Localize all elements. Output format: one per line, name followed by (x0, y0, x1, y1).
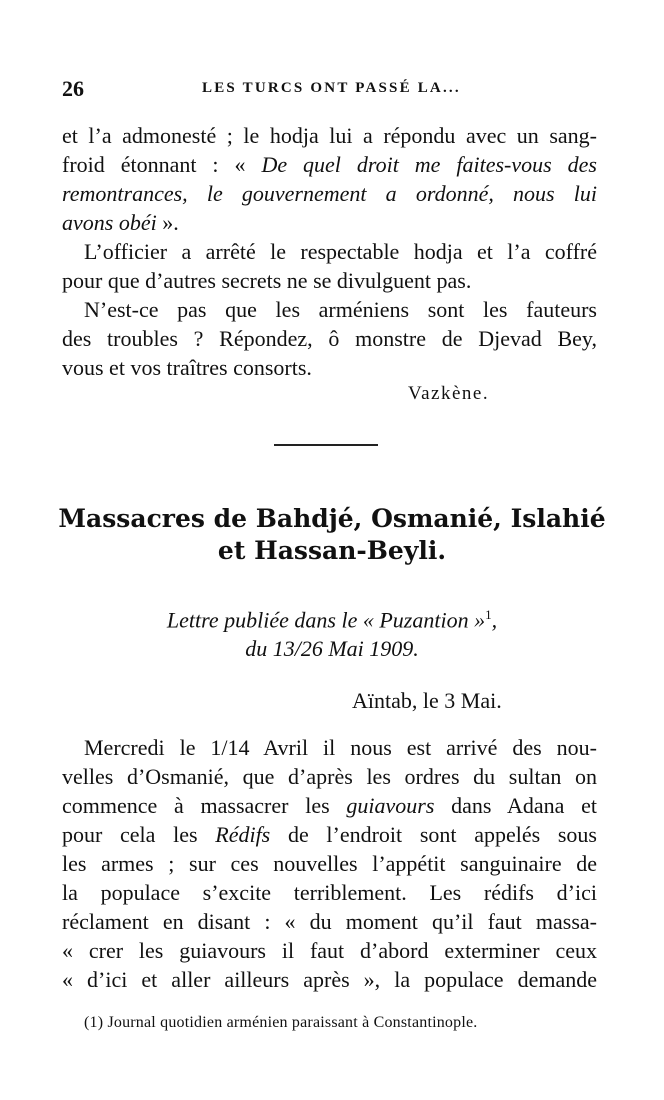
text-run: commence à massacrer les (62, 793, 347, 818)
source-text: , (491, 607, 498, 633)
letter-ending-text (62, 121, 597, 382)
source-text: Lettre publiée dans le « Puzantion » (166, 607, 486, 633)
text-line (62, 150, 597, 179)
paragraph (62, 237, 597, 295)
text-line: L’officier a arrêté le respectable hodja et l’a coffré (84, 239, 597, 264)
section-divider (274, 444, 378, 446)
dateline: Aïntab, le 3 Mai. (352, 688, 502, 713)
text-line: velles d’Osmanié, que d’après les ordres du sultan on (62, 764, 597, 789)
text-line: des troubles ? Répondez, ô monstre de Djevad Bey, (62, 326, 597, 351)
text-run: ». (156, 210, 179, 235)
text-line: la populace s’excite terriblement. Les rédifs d’ici (62, 880, 597, 905)
paragraph (62, 121, 597, 237)
text-run: froid étonnant : « (62, 152, 262, 177)
text-line (62, 208, 597, 237)
source-line (40, 600, 624, 634)
page-number: 26 (62, 76, 84, 101)
text-line: pour que d’autres secrets ne se divulguent pas. (62, 268, 472, 293)
italic-term: Rédifs (215, 822, 271, 847)
running-title: LES TURCS ONT PASSÉ LA... (202, 80, 461, 96)
text-run: de l’endroit sont appelés sous (270, 822, 597, 847)
text-line (62, 820, 597, 849)
text-line: « crer les guiavours il faut d’abord exterminer ceux (62, 938, 597, 963)
text-line: et l’a admonesté ; le hodja lui a répondu avec un sang- (62, 123, 597, 148)
section-title (40, 503, 624, 567)
text-line: Mercredi le 1/14 Avril il nous est arrivé des nou- (84, 735, 597, 760)
italic-quote: avons obéi (62, 210, 157, 235)
letter-body-text (62, 733, 597, 994)
text-line (62, 791, 597, 820)
text-run: dans Adana et (434, 793, 598, 818)
text-line: les armes ; sur ces nouvelles l’appétit sanguinaire de (62, 851, 597, 876)
text-line: N’est-ce pas que les arméniens sont les fauteurs (84, 297, 597, 322)
italic-quote-line: remontrances, le gouvernement a ordonné, nous lui (62, 181, 597, 206)
footnote-marker: 1 (485, 607, 492, 622)
text-line: réclament en disant : « du moment qu’il faut massa- (62, 909, 597, 934)
text-run: pour cela les (62, 822, 216, 847)
page-header (62, 76, 602, 106)
signature: Vazkène. (408, 383, 490, 404)
source-note (40, 600, 624, 663)
text-line: « d’ici et aller ailleurs après », la populace demande (62, 967, 597, 992)
text-line: vous et vos traîtres consorts. (62, 355, 312, 380)
italic-term: guiavours (346, 793, 435, 818)
paragraph (62, 295, 597, 382)
source-line: du 13/26 Mai 1909. (245, 636, 419, 662)
footnote: (1) Journal quotidien arménien paraissant à Constantinople. (84, 1014, 478, 1031)
section-title-line: et Hassan-Beyli. (217, 536, 447, 565)
italic-quote: De quel droit me faites-vous des (261, 152, 597, 177)
section-title-line: Massacres de Bahdjé, Osmanié, Islahié (58, 504, 606, 533)
